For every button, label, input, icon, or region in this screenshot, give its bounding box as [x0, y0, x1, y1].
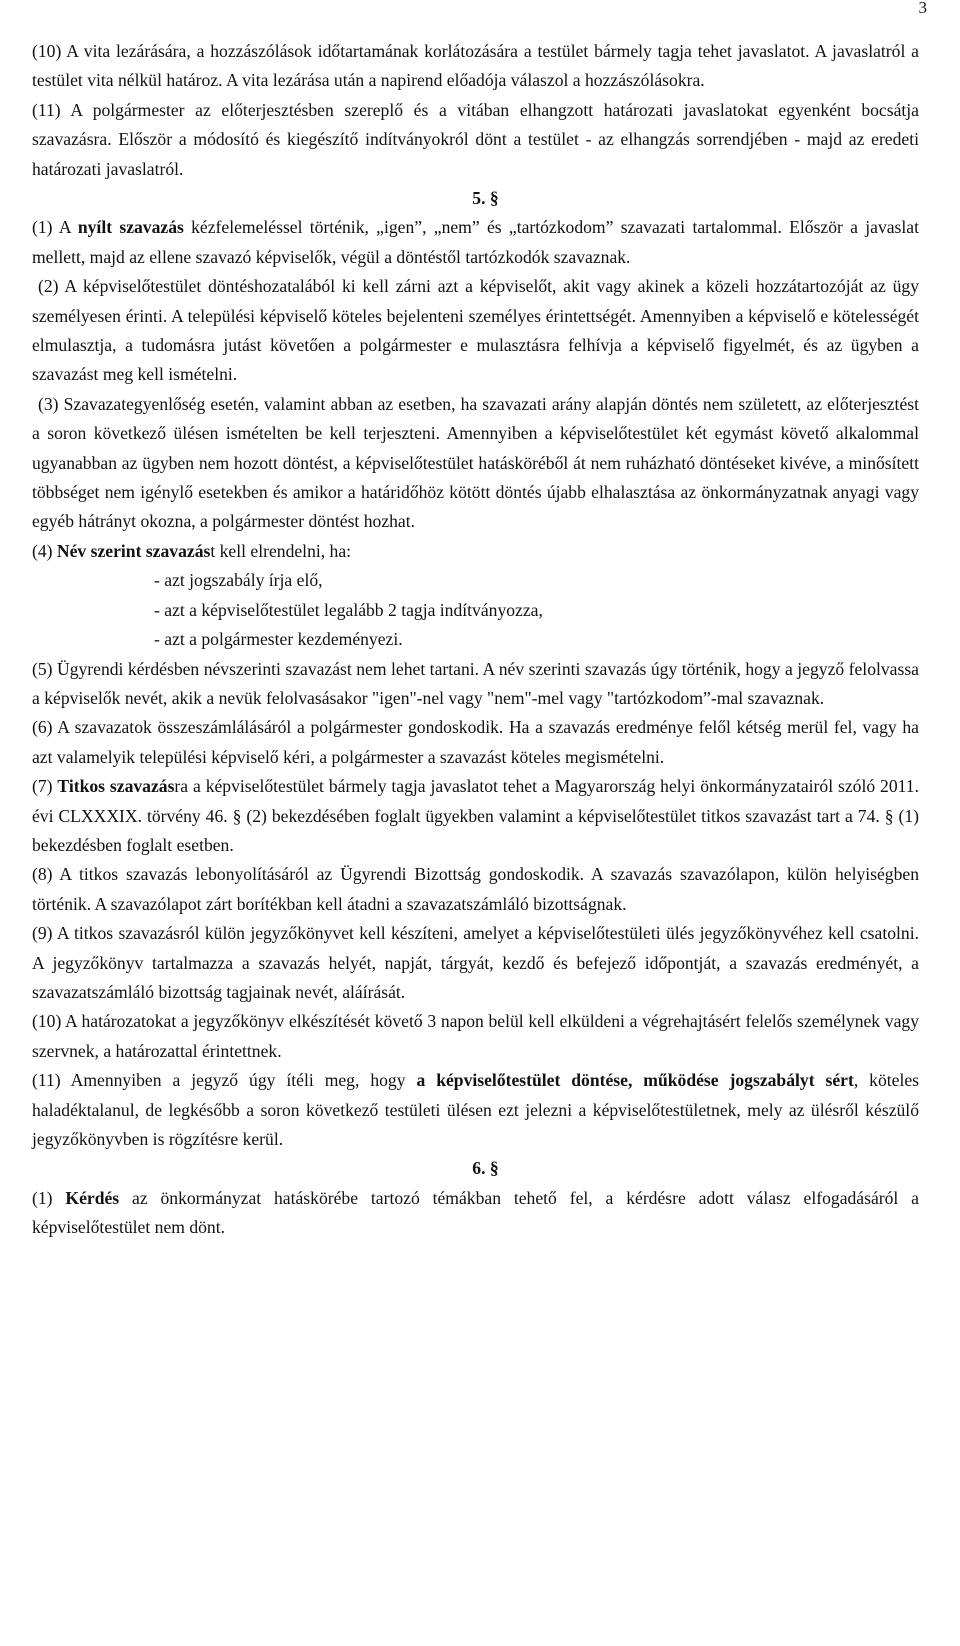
paragraph-4-10: (10) A vita lezárására, a hozzászólások időtartamának korlátozására a testület bármely tagja tehet javaslatot. A javaslatról a testület vita nélkül határoz. A vita lezárása után a napirend előadója válaszol a hozzászólásokra.: [32, 41, 919, 91]
paragraph-5-9: (9) A titkos szavazásról külön jegyzőkönyvet kell készíteni, amelyet a képviselőtestületi ülés jegyzőkönyvéhez kell csatolni. A jegyzőkönyv tartalmazza a szavazás helyét, napját, tárgyát, kezdő és befejező időpontját, a szavazás eredményét, a szavazatszámláló bizottság tagjainak nevét, aláírását.: [32, 923, 919, 1002]
paragraph-4-11: (11) A polgármester az előterjesztésben szereplő és a vitában elhangzott határozati javaslatokat egyenként bocsátja szavazásra. Először a módosító és kiegészítő indítványokról dönt a testület - az elhangzás sorrendjében - majd az eredeti határozati javaslatról.: [32, 99, 919, 179]
document-body: [32, 37, 919, 1243]
list-item: - azt jogszabály írja elő,: [154, 570, 323, 591]
paragraph-6-1: (1) Kérdés az önkormányzat hatáskörébe tartozó témákban tehető fel, a kérdésre adott válasz elfogadásáról a képviselőtestület nem dönt.: [32, 1187, 919, 1238]
paragraph-5-6: (6) A szavazatok összeszámlálásáról a polgármester gondoskodik. Ha a szavazás eredménye felől kétség merül fel, vagy ha azt valamelyik települési képviselő kéri, a polgármester a szavazást köteles megismételni.: [32, 717, 919, 767]
paragraph-5-2: (2) A képviselőtestület döntéshozatalából ki kell zárni azt a képviselőt, akit vagy akinek a közeli hozzátartozóját az ügy személyesen érinti. A települési képviselő köteles bejelenteni személyes érintettségét. Amennyiben a képviselő e kötelességét elmulasztja, a tudomásra jutást követően a polgármester e mulasztásra felhívja a képviselő figyelmét, és az ügyben a szavazást meg kell ismételni.: [32, 276, 919, 385]
paragraph-5-5: (5) Ügyrendi kérdésben névszerinti szavazást nem lehet tartani. A név szerinti szavazás úgy történik, hogy a jegyző felolvassa a képviselők nevét, akik a nevük felolvasásakor "igen"-nel vagy "nem"-mel vagy "tartózkodom”-mal szavaznak.: [32, 658, 919, 708]
paragraph-5-8: (8) A titkos szavazás lebonyolításáról az Ügyrendi Bizottság gondoskodik. A szavazás szavazólapon, külön helyiségben történik. A szavazólapot zárt borítékban kell átadni a szavazatszámláló bizottságnak.: [32, 864, 919, 914]
paragraph-5-10: (10) A határozatokat a jegyzőkönyv elkészítését követő 3 napon belül kell elküldeni a végrehajtásért felelős személynek vagy szervnek, a határozattal érintettnek.: [32, 1011, 919, 1061]
paragraph-5-7: (7) Titkos szavazásra a képviselőtestület bármely tagja javaslatot tehet a Magyarország helyi önkormányzatairól szóló 2011. évi CLXXXIX. törvény 46. § (2) bekezdésében foglalt ügyekben valamint a képviselőtestület titkos szavazást tart a 74. § (1) bekezdésben foglalt esetben.: [32, 776, 919, 855]
page-number: 3: [918, 0, 927, 17]
list-item: - azt a polgármester kezdeményezi.: [154, 629, 403, 650]
paragraph-5-3: (3) Szavazategyenlőség esetén, valamint abban az esetben, ha szavazati arány alapján döntés nem született, az előterjesztést a soron következő ülésen ismételten be kell terjeszteni. Amennyiben a képviselőtestület két egymást követő alkalommal ugyanabban az ügyben nem hozott döntést, a képviselőtestület hatásköréből át nem ruházható döntéseket kivéve, a minősített többséget nem igénylő esetekben és amikor a határidőhöz kötött döntés újabb elhalasztása az önkormányzatnak anyagi vagy egyéb hátrányt okozna, a polgármester döntést hozhat.: [32, 393, 919, 532]
section-heading-5: 5. §: [472, 188, 499, 209]
paragraph-5-1: (1) A nyílt szavazás kézfelemeléssel történik, „igen”, „nem” és „tartózkodom” szavazati tartalommal. Először a javaslat mellett, majd az ellene szavazó képviselők, végül a döntéstől tartózkodók szavaznak.: [32, 217, 919, 267]
section-heading-6: 6. §: [472, 1158, 499, 1179]
paragraph-5-11: (11) Amennyiben a jegyző úgy ítéli meg, hogy a képviselőtestület döntése, működése jogszabályt sért, köteles haladéktalanul, de legkésőbb a soron következő testületi ülésen ezt jelezni a képviselőtestületnek, mely az ülésről készülő jegyzőkönyvben is rögzítésre kerül.: [32, 1070, 920, 1150]
list-item: - azt a képviselőtestület legalább 2 tagja indítványozza,: [154, 599, 543, 620]
paragraph-5-4: (4) Név szerint szavazást kell elrendelni, ha:: [32, 540, 352, 561]
